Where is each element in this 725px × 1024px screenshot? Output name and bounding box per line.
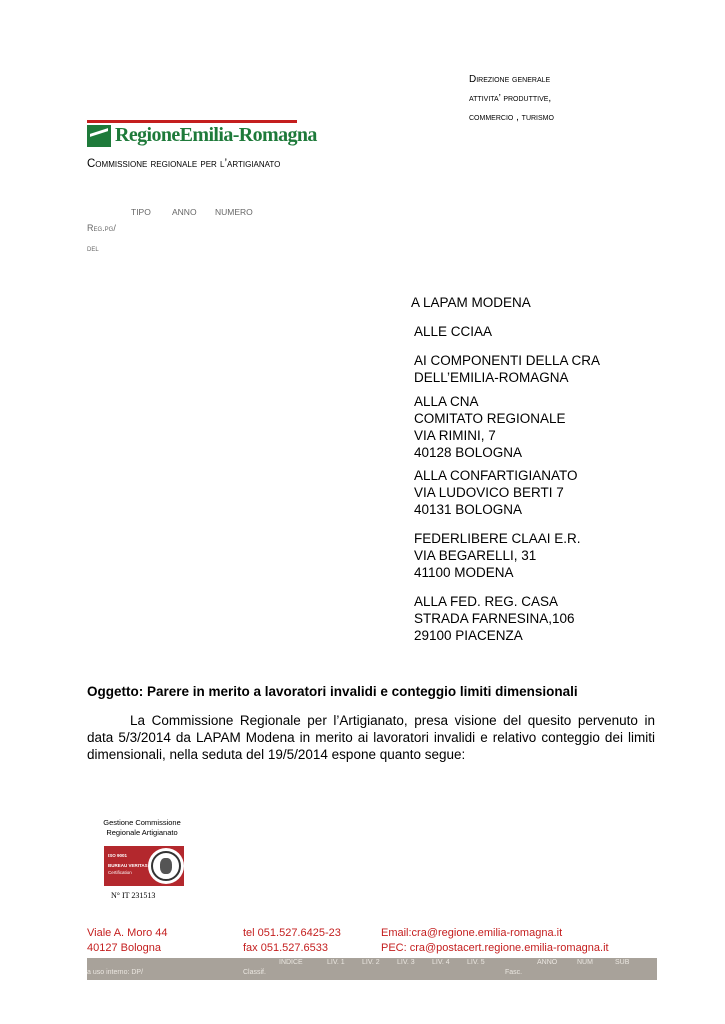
protocol-fasc: Fasc.: [505, 969, 523, 976]
certification-line: Regionale Artigianato: [106, 828, 178, 837]
department-line: attivita’ produttive,: [469, 93, 552, 104]
protocol-classif: Classif.: [243, 969, 266, 976]
seal-icon: [148, 848, 184, 884]
addressee-line: VIA LUDOVICO BERTI 7: [414, 485, 564, 500]
footer-email: Email:cra@regione.emilia-romagna.it: [381, 927, 563, 939]
addressee-line: 40128 BOLOGNA: [414, 445, 523, 460]
protocol-bar: [87, 958, 657, 980]
registry-tipo: TIPO: [131, 207, 151, 217]
region-logo: [87, 120, 317, 152]
protocol-indice: INDICE: [279, 959, 303, 966]
addressee-line: ALLA CNA: [414, 394, 479, 409]
addressee-line: VIA BEGARELLI, 31: [414, 548, 537, 563]
certification-caption: [87, 818, 197, 838]
addressee-block: [414, 593, 575, 644]
addressee-line: ALLA CONFARTIGIANATO: [414, 468, 578, 483]
protocol-anno: ANNO: [537, 959, 558, 966]
certification-line: Gestione Commissione: [103, 818, 181, 827]
footer-pec: PEC: cra@postacert.regione.emilia-romagna.it: [381, 942, 609, 954]
subject-line: Oggetto: Parere in merito a lavoratori invalidi e conteggio limiti dimensionali: [87, 684, 578, 699]
certificate-number: N° IT 231513: [111, 891, 156, 900]
protocol-liv5: LIV. 5: [467, 959, 485, 966]
registry-reg-pg: Reg.pg/: [87, 223, 116, 233]
logo-text: RegioneEmilia-Romagna: [115, 124, 317, 146]
registry-numero: NUMERO: [215, 207, 253, 217]
footer-address-line: Viale A. Moro 44: [87, 927, 168, 939]
iso-label: ISO 9001: [108, 853, 128, 858]
footer-tel: tel 051.527.6425-23: [243, 927, 341, 939]
addressee-block: [414, 352, 600, 386]
addressee-block: [414, 393, 566, 461]
addressee-line: 29100 PIACENZA: [414, 628, 523, 643]
addressee-line: ALLE CCIAA: [414, 324, 493, 339]
addressee-line: ALLA FED. REG. CASA: [414, 594, 559, 609]
addressee-line: STRADA FARNESINA,106: [414, 611, 575, 626]
protocol-liv2: LIV. 2: [362, 959, 380, 966]
cert-label: Certification: [108, 870, 132, 875]
addressee-line: A LAPAM MODENA: [411, 295, 531, 310]
registry-del: del: [87, 243, 99, 253]
addressee-line: DELL’EMILIA-ROMAGNA: [414, 370, 569, 385]
protocol-liv1: LIV. 1: [327, 959, 345, 966]
addressee-line: 40131 BOLOGNA: [414, 502, 523, 517]
footer-address: [87, 926, 168, 956]
protocol-uso-interno: a uso interno: DP/: [87, 969, 144, 976]
registry-anno: ANNO: [172, 207, 197, 217]
addressee-block: [414, 530, 581, 581]
logo-mark-icon: [87, 125, 111, 147]
footer-address-line: 40127 Bologna: [87, 942, 162, 954]
body-paragraph: La Commissione Regionale per l’Artigianato, presa visione del quesito pervenuto in data 5/3/2014 da LAPAM Modena in merito ai lavoratori invalidi e relativo conteggio dei limiti dimensionali, nella seduta del 19/5/2014 espone quanto segue:: [87, 713, 655, 762]
addressee-line: FEDERLIBERE CLAAI E.R.: [414, 531, 581, 546]
footer-phone: [243, 926, 341, 956]
addressee-line: VIA RIMINI, 7: [414, 428, 496, 443]
bv-label: BUREAU VERITAS: [108, 863, 148, 868]
logo-red-bar: [87, 120, 297, 123]
protocol-liv3: LIV. 3: [397, 959, 415, 966]
protocol-liv4: LIV. 4: [432, 959, 450, 966]
bureau-veritas-badge: [104, 846, 184, 886]
department-line: Direzione generale: [469, 74, 551, 85]
department-line: commercio , turismo: [469, 112, 554, 123]
footer-contacts: [381, 926, 609, 956]
protocol-num: NUM: [577, 959, 593, 966]
footer-fax: fax 051.527.6533: [243, 942, 329, 954]
protocol-sub: SUB: [615, 959, 630, 966]
addressee-block: [411, 294, 531, 311]
addressee-block: [414, 467, 578, 518]
addressee-line: AI COMPONENTI DELLA CRA: [414, 353, 601, 368]
department-block: [469, 70, 554, 127]
addressee-line: COMITATO REGIONALE: [414, 411, 566, 426]
commission-name: Commissione regionale per l’artigianato: [87, 158, 281, 170]
addressee-block: [414, 323, 492, 340]
addressee-line: 41100 MODENA: [414, 565, 514, 580]
